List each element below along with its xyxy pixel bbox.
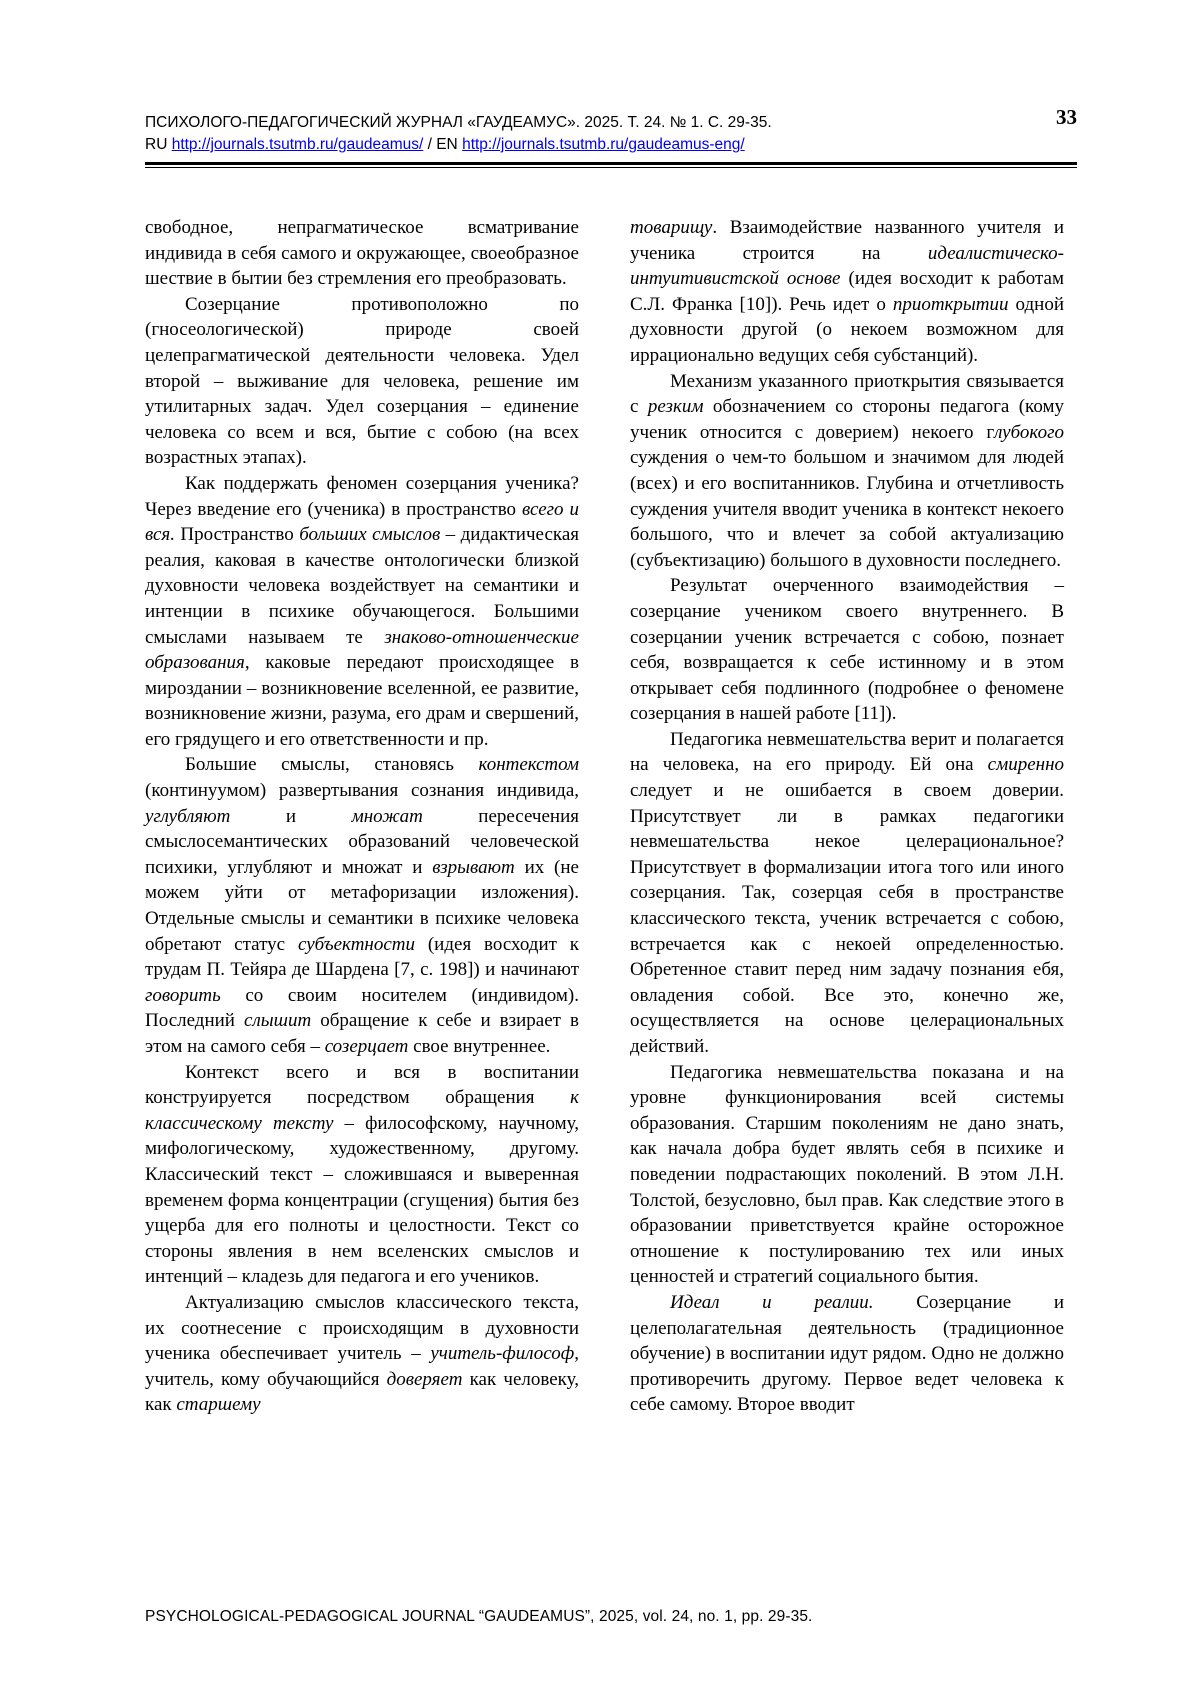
paragraph: Результат очерченного взаимодействия – созерцание учеником своего внутреннего. В созерцании ученик встречается с собою, познает себя, возвращается к себе истинному и в этом открывает себя подлинного (подробнее о феномене созерцания в нашей работе [11]). (630, 575, 1064, 725)
italic-run: больших смыслов (299, 524, 441, 546)
paragraph: Педагогика невмешательства показана и на уровне функционирования всей системы образования. Старшим поколениям не дано знать, как начала добра будет являть себя в психике и поведении подрастающих поколений. В этом Л.Н. Толстой, безусловно, был прав. Как следствие этого в образовании приветствуется крайне осторожное отношение к постулированию тех или иных ценностей и стратегий социального бытия. (630, 1061, 1064, 1288)
italic-run: созерцает (324, 1036, 409, 1057)
ru-journal-link[interactable]: http://journals.tsutmb.ru/gaudeamus/ (171, 136, 424, 153)
text-run: и (230, 805, 352, 827)
paragraph (630, 369, 1064, 574)
text-run: как человеку, как (145, 1368, 579, 1416)
italic-run: доверяет (386, 1368, 463, 1390)
text-run: суждения о чем-то большом и значимом для людей (всех) и его воспитанников. Глубина и отчетливость суждения учителя вводит ученика в контекст некоего большого, что и влечет за собой актуализацию (субъектизацию) большого в духовности последнего. (630, 447, 1064, 571)
paragraph (630, 215, 1064, 369)
italic-run: Идеал и реалии. (670, 1291, 874, 1313)
italic-run: знаково-отношенческие образования (145, 626, 579, 674)
en-journal-link[interactable]: http://journals.tsutmb.ru/gaudeamus-eng/ (462, 136, 745, 153)
text-run: – дидактическая реалия, каковая в качестве онтологически близкой духовности человека воздействует на семантики и интенции в психике обучающегося. Большими смыслами называем те (145, 524, 579, 648)
running-footer: PSYCHOLOGICAL-PEDAGOGICAL JOURNAL “GAUDEAMUS”, 2025, vol. 24, no. 1, pp. 29-35. (145, 1608, 813, 1625)
paragraph (630, 727, 1064, 1060)
text-run: Как поддержать феномен созерцания ученика? Через введение его (ученика) в пространство (145, 472, 579, 520)
running-header (145, 105, 1077, 156)
header-rule-thick (145, 162, 1077, 165)
italic-run: к классическому тексту (145, 1087, 579, 1134)
text-run: Пространство (175, 524, 300, 546)
italic-run: субъектности (297, 933, 415, 955)
paragraph (145, 1290, 579, 1418)
italic-run: лубокого (994, 421, 1064, 443)
page-number: 33 (1056, 105, 1077, 129)
italic-run: идеалистическо-интуитивистской основе (630, 242, 1064, 290)
text-run: Актуализацию смыслов классического текста, их соотнесение с происходящим в духовности ученика обеспечивает учитель – (145, 1291, 579, 1365)
journal-citation-line: ПСИХОЛОГО-ПЕДАГОГИЧЕСКИЙ ЖУРНАЛ «ГАУДЕАМУС». 2025. Т. 24. № 1. С. 29-35. (145, 114, 772, 131)
italic-run: учитель-философ (430, 1343, 575, 1365)
paragraph: Созерцание противоположно по (гносеологической) природе своей целепрагматической деятельности человека. Удел второй – выживание для человека, решение им утилитарных задач. Удел созерцания – единение человека со всем и вся, бытие с собою (на всех возрастных этапах). (145, 293, 579, 469)
italic-run: старшему (176, 1394, 261, 1416)
italic-run: углубляют (145, 805, 231, 827)
paragraph: свободное, непрагматическое всматривание индивида в себя самого и окружающее, своеобразное шествие в бытии без стремления его преобразовать. (145, 217, 579, 290)
text-run: Механизм указанного приоткрытия связывается с (630, 370, 1064, 418)
text-run: одной духовности другой (о некоем возможном для иррационально ведущих себя субстанций). (630, 293, 1064, 366)
italic-run: товарищу (630, 217, 713, 238)
left-column (145, 215, 579, 1418)
text-run: (идея восходит к работам С.Л. Франка [10]). Речь идет о (630, 268, 1064, 315)
text-run: обращение к себе и взирает в этом на самого себя – (145, 1010, 579, 1057)
text-run: . Взаимодействие названного учителя и ученика строится на (630, 217, 1064, 264)
text-run: Большие смыслы, становясь (185, 754, 479, 776)
en-separator: / EN (427, 136, 458, 153)
ru-label: RU (145, 136, 168, 153)
italic-run: взрывают (432, 856, 515, 878)
italic-run: резким (647, 396, 704, 418)
right-column (630, 215, 1064, 1418)
italic-run: приоткрытии (892, 293, 1009, 315)
text-run: , учитель, кому обучающийся (145, 1343, 579, 1390)
text-run: со своим носителем (индивидом). Последний (145, 984, 579, 1032)
paragraph (145, 1060, 579, 1290)
text-run: (идея восходит к трудам П. Тейяра де Шардена [7, с. 198]) и начинают (145, 933, 579, 981)
italic-run: слышит (244, 1010, 312, 1032)
text-run: обозначением со стороны педагога (кому ученик относится с доверием) некоего г (630, 396, 1064, 443)
italic-run: множат (351, 805, 423, 827)
italic-run: контекстом (478, 754, 579, 776)
paragraph (145, 471, 579, 753)
text-run: следует и не ошибается в своем доверии. Присутствует ли в рамках педагогики невмешательства некое целерациональное? Присутствует в формализации итога того или иного созерцания. Так, созерцая себя в пространстве классического текста, ученик встречается с собою, встречается как с некоей определенностью. Обретенное ставит перед ним задачу познания ебя, овладения собой. Все это, конечно же, осуществляется на основе целерациональных действий. (630, 780, 1064, 1057)
paragraph (145, 752, 579, 1059)
text-run: , каковые передают происходящее в мироздании – возникновение вселенной, ее развитие, возникновение жизни, разума, его драм и свершений, его грядущего и его ответственности и пр. (145, 652, 579, 750)
italic-run: всего и вся. (145, 498, 580, 546)
italic-run: говорить (145, 984, 221, 1006)
text-run: Созерцание и целеполагательная деятельность (традиционное обучение) в воспитании идут рядом. Одно не должно противоречить другому. Первое ведет человека к себе самому. Второе вводит (630, 1291, 1064, 1416)
text-run: Педагогика невмешательства верит и полагается на человека, на его природу. Ей она (630, 728, 1064, 776)
italic-run: смиренно (987, 754, 1064, 776)
paragraph (630, 1290, 1064, 1418)
text-run: – философскому, научному, мифологическому, художественному, другому. Классический текст – сложившаяся и выверенная временем форма концентрации (сгущения) бытия без ущерба для его полноты и целостности. Текст со стороны явления в нем вселенских смыслов и интенций – кладезь для педагога и его учеников. (145, 1112, 579, 1288)
journal-links-line (145, 134, 1077, 156)
text-run: Контекст всего и вся в воспитании конструируется посредством обращения (145, 1061, 579, 1109)
text-run: их (не можем уйти от метафоризации изложения). Отдельные смыслы и семантики в психике человека обретают статус (145, 856, 579, 955)
text-run: свое внутреннее. (408, 1036, 551, 1057)
text-run: пересечения смыслосемантических образований человеческой психики, углубляют и множат и (145, 805, 579, 878)
text-run: (континуумом) развертывания сознания индивида, (145, 780, 579, 802)
header-rule-thin (145, 167, 1077, 168)
